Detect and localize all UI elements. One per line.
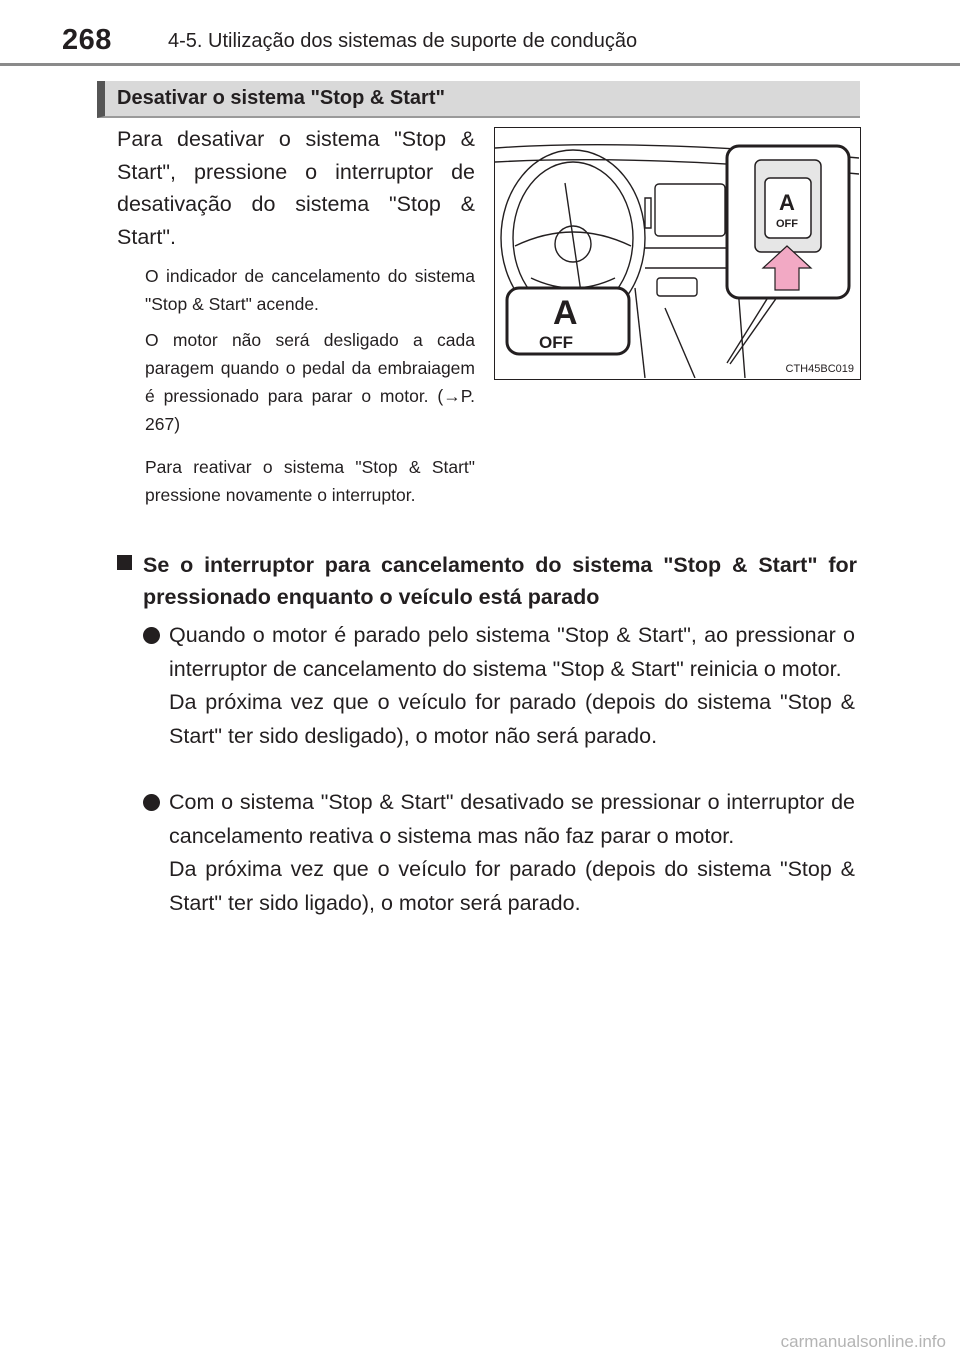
intro-paragraph: Para desativar o sistema "Stop & Start", pressione o interruptor de desativação do sistema "Stop & Start". (117, 127, 475, 249)
subheading (117, 549, 857, 613)
bullet-followup: Da próxima vez que o veículo for parado (depois do sistema "Stop & Start" ter sido desligado), o motor não será parado. (169, 690, 855, 748)
bullet-text: Com o sistema "Stop & Start" desativado se pressionar o interruptor de cancelamento reativa o sistema mas não faz parar o motor. (169, 790, 855, 848)
note-reactivate: Para reativar o sistema "Stop & Start" pressione novamente o interruptor. (145, 457, 475, 505)
dashboard-drawing (495, 128, 859, 378)
dashboard-illustration (494, 127, 861, 380)
section-header: 4-5. Utilização dos sistemas de suporte de condução (168, 30, 638, 52)
bullet-followup: Da próxima vez que o veículo for parado (depois do sistema "Stop & Start" ter sido ligado), o motor será parado. (169, 857, 855, 915)
note-indicator: O indicador de cancelamento do sistema "Stop & Start" acende. (145, 266, 475, 314)
page-number: 268 (62, 24, 112, 56)
bullet-text: Quando o motor é parado pelo sistema "Stop & Start", ao pressionar o interruptor de cancelamento do sistema "Stop & Start" reinicia o motor. (169, 623, 855, 681)
bullet-item (143, 619, 855, 753)
switch-label-small: OFF (776, 218, 798, 230)
switch-letter-small: A (779, 190, 795, 215)
bullet-item (143, 786, 855, 920)
switch-letter-large: A (553, 294, 578, 332)
bullet-dot-icon (143, 794, 160, 811)
note-clutch: O motor não será desligado a cada paragem quando o pedal da embraiagem é pressionado para parar o motor. (→P. 267) (145, 330, 475, 434)
square-bullet-icon (117, 555, 132, 570)
image-code: CTH45BC019 (785, 363, 854, 375)
header-divider (0, 63, 960, 66)
section-title-bar (97, 81, 860, 118)
subheading-text: Se o interruptor para cancelamento do sistema "Stop & Start" for pressionado enquanto o veículo está parado (143, 553, 857, 609)
switch-label-large: OFF (539, 333, 573, 352)
watermark-text: carmanualsonline.info (780, 1332, 946, 1351)
bullet-dot-icon (143, 627, 160, 644)
section-title: Desativar o sistema "Stop & Start" (117, 87, 445, 109)
